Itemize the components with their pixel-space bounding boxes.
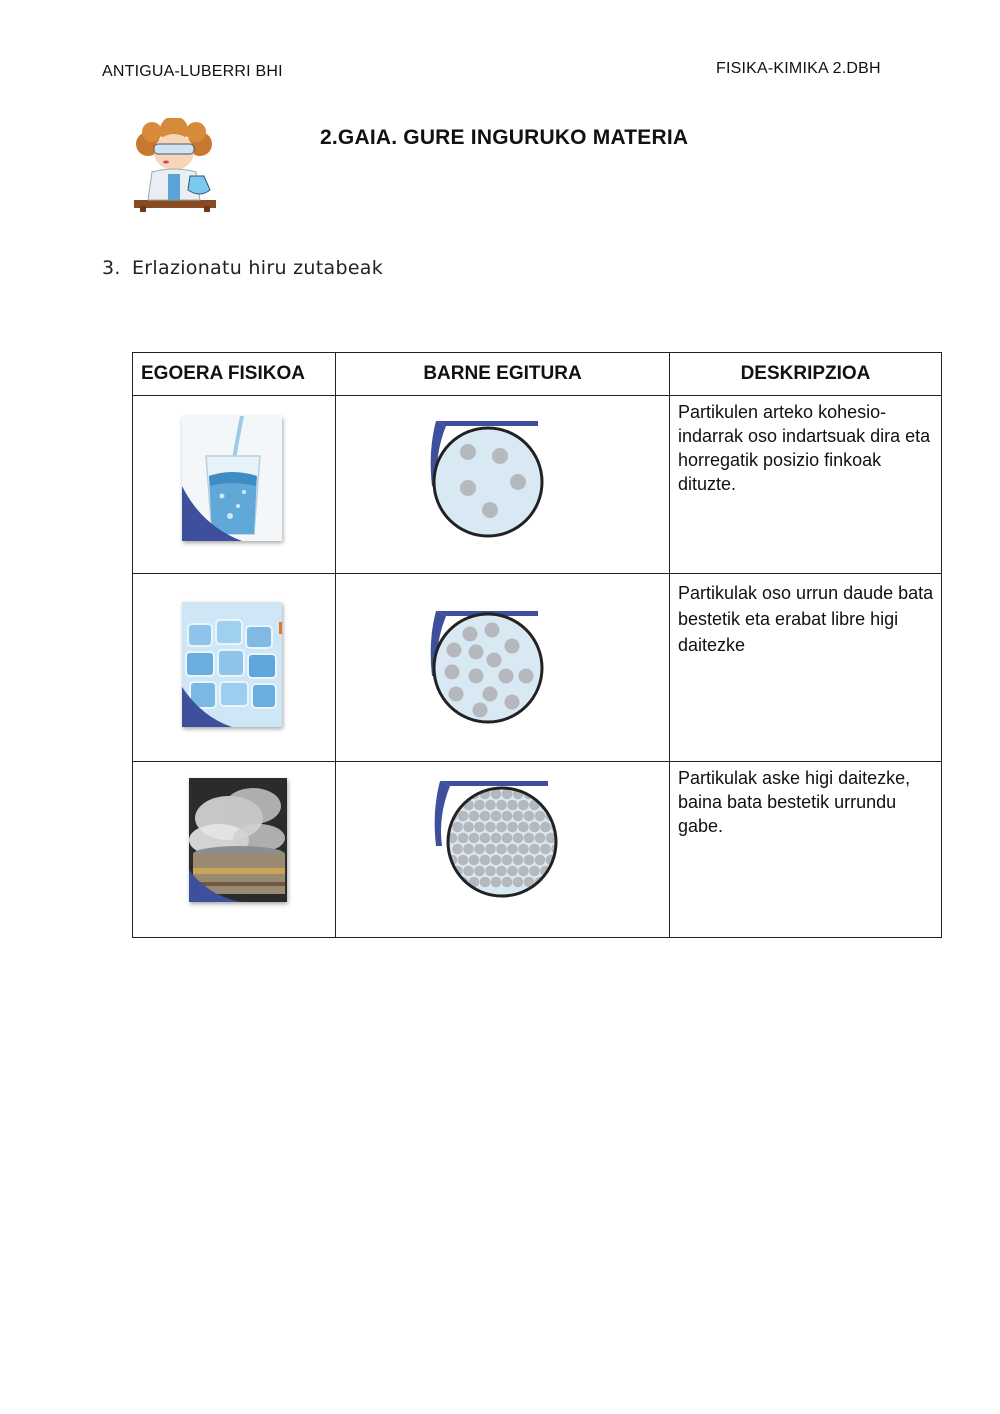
water-glass-photo bbox=[182, 416, 282, 541]
particle bbox=[458, 833, 469, 844]
particle bbox=[469, 855, 480, 866]
ice-cubes-photo bbox=[182, 602, 282, 727]
state-image-cell bbox=[133, 574, 336, 762]
particle bbox=[535, 811, 546, 822]
structure-cell bbox=[336, 762, 670, 938]
table-row bbox=[133, 396, 942, 574]
particle bbox=[524, 833, 535, 844]
description-text: Partikulak oso urrun daude bata bestetik eta erabat libre higi daitezke bbox=[678, 583, 934, 655]
particle bbox=[535, 833, 546, 844]
table-header-row bbox=[133, 353, 942, 396]
particle bbox=[447, 877, 458, 888]
table-row bbox=[133, 762, 942, 938]
particle bbox=[551, 800, 562, 811]
steam-pot-photo bbox=[189, 778, 287, 902]
particle bbox=[502, 811, 513, 822]
particle bbox=[518, 822, 529, 833]
particle bbox=[540, 844, 551, 855]
particle bbox=[496, 866, 507, 877]
description-cell bbox=[670, 574, 942, 762]
particle bbox=[513, 811, 524, 822]
particle bbox=[502, 833, 513, 844]
particle bbox=[546, 789, 557, 800]
particle bbox=[524, 855, 535, 866]
description-text: Partikulen arteko kohesio-indarrak oso indartsuak dira eta horregatik posizio finkoak dituzte. bbox=[678, 402, 931, 494]
description-cell bbox=[670, 396, 942, 574]
instruction-number: 3. bbox=[102, 257, 121, 279]
description-cell bbox=[670, 762, 942, 938]
particle bbox=[485, 844, 496, 855]
state-image-cell bbox=[133, 396, 336, 574]
particle bbox=[474, 800, 485, 811]
sparse-particles-diagram bbox=[426, 416, 556, 541]
particle bbox=[540, 822, 551, 833]
particle bbox=[502, 855, 513, 866]
structure-cell bbox=[336, 396, 670, 574]
particle bbox=[480, 855, 491, 866]
structure-cell bbox=[336, 574, 670, 762]
particle bbox=[507, 844, 518, 855]
particle bbox=[502, 877, 513, 888]
particle bbox=[485, 866, 496, 877]
particle bbox=[458, 855, 469, 866]
header-description: DESKRIPZIOA bbox=[670, 353, 942, 396]
particle bbox=[480, 877, 491, 888]
particle bbox=[513, 855, 524, 866]
table-row bbox=[133, 574, 942, 762]
scientist-girl-icon bbox=[130, 118, 220, 214]
description-text: Partikulak aske higi daitezke, baina bata bestetik urrundu gabe. bbox=[678, 768, 911, 836]
particle bbox=[496, 822, 507, 833]
particle bbox=[463, 844, 474, 855]
particle bbox=[513, 833, 524, 844]
particle bbox=[485, 800, 496, 811]
particle bbox=[502, 789, 513, 800]
particle bbox=[474, 844, 485, 855]
particle bbox=[518, 844, 529, 855]
particle bbox=[485, 822, 496, 833]
particle bbox=[535, 855, 546, 866]
particle bbox=[491, 833, 502, 844]
header-internal-structure: BARNE EGITURA bbox=[336, 353, 670, 396]
particle bbox=[463, 822, 474, 833]
school-name: ANTIGUA-LUBERRI BHI bbox=[102, 63, 283, 80]
particle bbox=[469, 833, 480, 844]
particle bbox=[474, 866, 485, 877]
course-name: FISIKA-KIMIKA 2.DBH bbox=[716, 60, 881, 77]
particle bbox=[452, 822, 463, 833]
particle bbox=[518, 800, 529, 811]
particle bbox=[524, 811, 535, 822]
particle bbox=[529, 844, 540, 855]
dense-particles-diagram bbox=[426, 776, 566, 906]
particle bbox=[452, 844, 463, 855]
particle bbox=[518, 866, 529, 877]
particle bbox=[507, 866, 518, 877]
particle bbox=[529, 822, 540, 833]
particle bbox=[513, 877, 524, 888]
particle bbox=[491, 877, 502, 888]
particle bbox=[474, 822, 485, 833]
matching-table bbox=[132, 352, 942, 938]
particle bbox=[551, 866, 562, 877]
particle bbox=[496, 844, 507, 855]
particle bbox=[535, 789, 546, 800]
page-title: 2.GAIA. GURE INGURUKO MATERIA bbox=[320, 126, 689, 149]
particle bbox=[529, 866, 540, 877]
particle bbox=[480, 833, 491, 844]
particle bbox=[463, 866, 474, 877]
particle bbox=[546, 877, 557, 888]
particle bbox=[480, 811, 491, 822]
state-image-cell bbox=[133, 762, 336, 938]
particle bbox=[496, 800, 507, 811]
instruction-text: Erlazionatu hiru zutabeak bbox=[132, 257, 384, 279]
medium-particles-diagram bbox=[426, 606, 556, 731]
particle bbox=[469, 811, 480, 822]
instruction bbox=[102, 257, 383, 279]
particle bbox=[507, 800, 518, 811]
particle bbox=[491, 855, 502, 866]
particle bbox=[507, 822, 518, 833]
header-physical-state: EGOERA FISIKOA bbox=[133, 353, 336, 396]
particle bbox=[458, 811, 469, 822]
particle bbox=[458, 789, 469, 800]
particle bbox=[491, 811, 502, 822]
